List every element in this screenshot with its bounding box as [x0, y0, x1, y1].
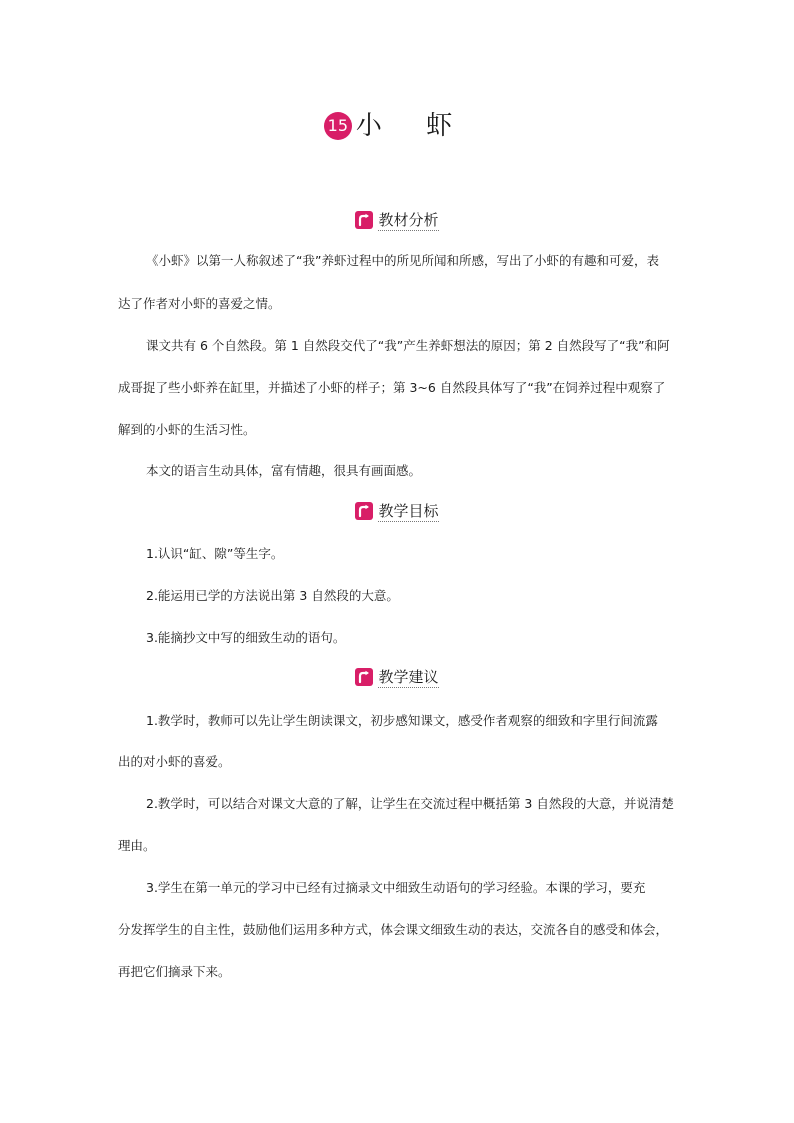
red-curved-arrow-icon — [355, 502, 373, 520]
section-heading-textbook-analysis — [0, 209, 794, 231]
section-heading-label: 教学建议 — [378, 668, 439, 686]
suggestion-item-1 — [118, 711, 678, 731]
suggestion-item-1-cont — [118, 752, 678, 772]
text-line: 达了作者对小虾的喜爱之情。 — [118, 296, 281, 311]
text-line: 理由。 — [118, 838, 156, 853]
suggestion-item-3-cont2 — [118, 962, 678, 982]
red-curved-arrow-icon — [355, 668, 373, 686]
paragraph-analysis-3 — [118, 461, 678, 481]
paragraph-analysis-2 — [118, 336, 678, 356]
lesson-number-badge: 15 — [324, 112, 352, 140]
section-heading-label: 教学目标 — [378, 502, 439, 520]
suggestion-item-3 — [118, 878, 678, 898]
text-line: 分发挥学生的自主性，鼓励他们运用多种方式，体会课文细致生动的表达，交流各自的感受和体会， — [118, 922, 669, 937]
lesson-title — [0, 108, 794, 144]
paragraph-analysis-1 — [118, 251, 678, 271]
suggestion-item-3-cont — [118, 920, 678, 940]
text-line: 再把它们摘录下来。 — [118, 964, 231, 979]
goal-item-3 — [118, 628, 678, 648]
text-line: 本文的语言生动具体，富有情趣，很具有画面感。 — [146, 463, 422, 478]
text-line: 《小虾》以第一人称叙述了“我”养虾过程中的所见所闻和所感，写出了小虾的有趣和可爱，表 — [146, 253, 659, 268]
text-line: 解到的小虾的生活习性。 — [118, 422, 256, 437]
goal-item-2 — [118, 586, 678, 606]
paragraph-analysis-1-cont — [118, 294, 678, 314]
text-line: 3.学生在第一单元的学习中已经有过摘录文中细致生动语句的学习经验。本课的学习，要充 — [146, 880, 646, 895]
section-heading-teaching-suggestions — [0, 666, 794, 688]
goal-item-1 — [118, 544, 678, 564]
text-line: 3.能摘抄文中写的细致生动的语句。 — [146, 630, 346, 645]
section-heading-teaching-goals — [0, 500, 794, 522]
red-curved-arrow-icon — [355, 211, 373, 229]
text-line: 1.教学时，教师可以先让学生朗读课文，初步感知课文，感受作者观察的细致和字里行间流露 — [146, 713, 658, 728]
paragraph-analysis-2-cont2 — [118, 420, 678, 440]
text-line: 课文共有 6 个自然段。第 1 自然段交代了“我”产生养虾想法的原因；第 2 自然段写了“我”和阿 — [146, 338, 670, 353]
suggestion-item-2 — [118, 794, 678, 814]
text-line: 出的对小虾的喜爱。 — [118, 754, 231, 769]
lesson-title-text: 小 虾 — [355, 111, 471, 141]
text-line: 1.认识“缸、隙”等生字。 — [146, 546, 284, 561]
section-heading-label: 教材分析 — [378, 211, 439, 229]
paragraph-analysis-2-cont — [118, 378, 678, 398]
text-line: 2.教学时，可以结合对课文大意的了解，让学生在交流过程中概括第 3 自然段的大意，并说清楚 — [146, 796, 674, 811]
text-line: 成哥捉了些小虾养在缸里，并描述了小虾的样子；第 3~6 自然段具体写了“我”在饲养过程中观察了 — [118, 380, 666, 395]
suggestion-item-2-cont — [118, 836, 678, 856]
text-line: 2.能运用已学的方法说出第 3 自然段的大意。 — [146, 588, 399, 603]
